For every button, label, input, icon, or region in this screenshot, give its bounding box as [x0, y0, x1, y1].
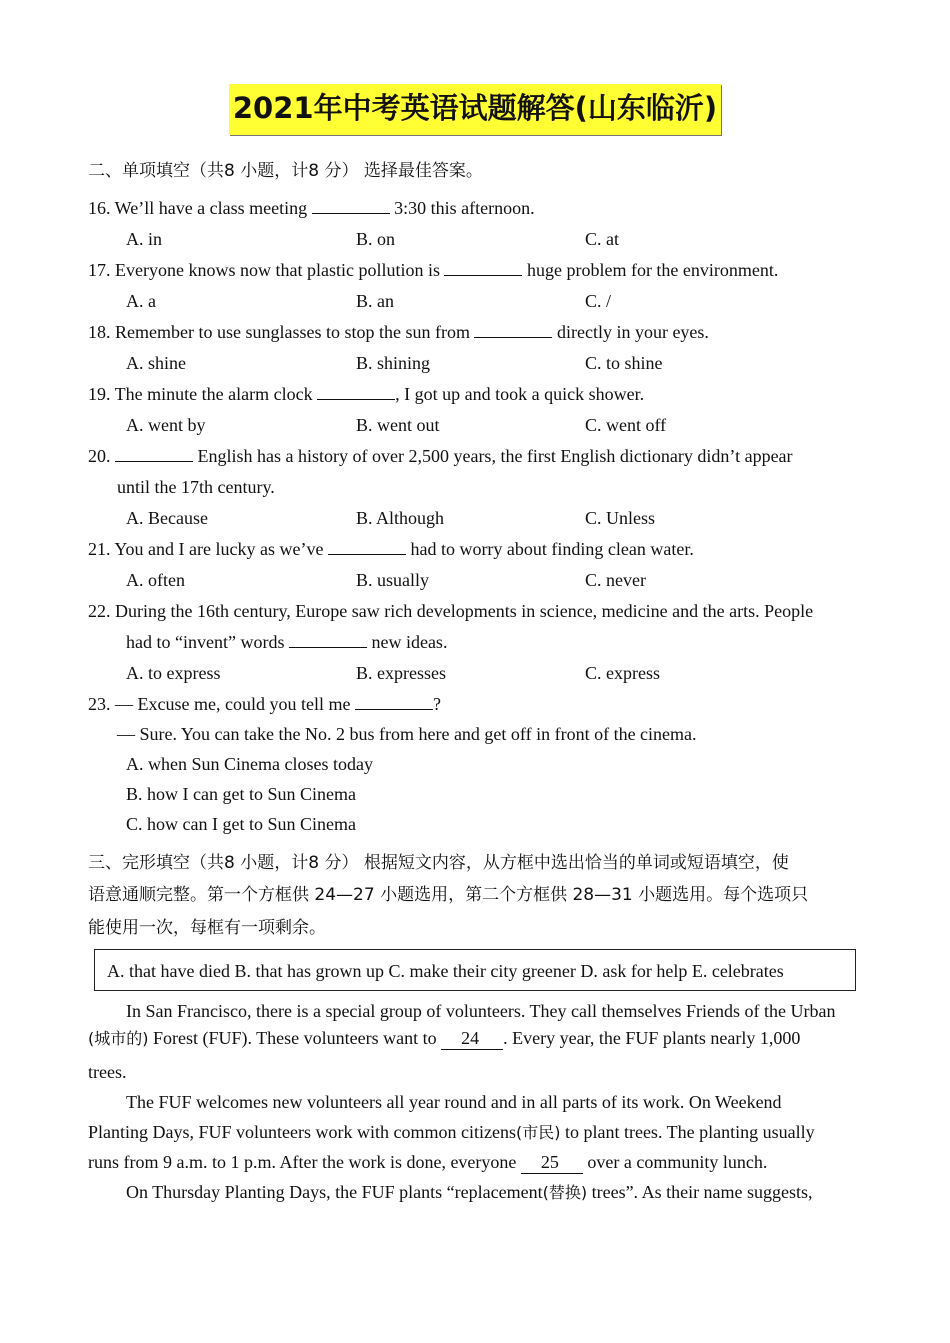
question-17 — [88, 259, 778, 281]
p2-gloss: (市民) — [515, 1123, 561, 1142]
q23-reply: — Sure. You can take the No. 2 bus from here and get off in front of the cinema. — [117, 724, 697, 744]
q21-stem: 21. You and I are lucky as we’ve — [88, 539, 324, 559]
question-21 — [88, 538, 694, 560]
q19-option-b: B. went out — [356, 415, 440, 435]
q23-option-a: A. when Sun Cinema closes today — [126, 754, 373, 774]
q18-option-b: B. shining — [356, 353, 431, 373]
q22-option-b: B. expresses — [356, 663, 446, 683]
q20-stem-line2: until the 17th century. — [117, 477, 275, 497]
q17-blank — [444, 259, 522, 276]
p2-line2-end: to plant trees. The planting usually — [564, 1122, 815, 1142]
q23-option-c: C. how can I get to Sun Cinema — [126, 814, 356, 834]
q18-stem: 18. Remember to use sunglasses to stop the sun from — [88, 322, 470, 342]
q22-stem: had to “invent” words — [126, 632, 285, 652]
q22-stem-line2 — [126, 631, 447, 653]
q20-option-c: C. Unless — [585, 508, 656, 528]
section3-header-line2: 语意通顺完整。第一个方框供 24—27 小题选用，第二个方框供 28—31 小题选用。每个选项只 — [88, 885, 809, 905]
q22-stem-end: new ideas. — [371, 632, 448, 652]
q18-option-a: A. shine — [126, 353, 186, 373]
page-title: 2021年中考英语试题解答(山东临沂) — [229, 84, 721, 135]
q19-stem-end: , I got up and took a quick shower. — [395, 384, 645, 404]
p2-line2-text: Planting Days, FUF volunteers work with common citizens — [88, 1122, 516, 1142]
q21-stem-end: had to worry about finding clean water. — [410, 539, 694, 559]
q18-stem-end: directly in your eyes. — [556, 322, 709, 342]
section3-header-line3: 能使用一次，每框有一项剩余。 — [88, 918, 326, 938]
q22-option-a: A. to express — [126, 663, 221, 683]
q19-option-c: C. went off — [585, 415, 667, 435]
p3-line1-text: On Thursday Planting Days, the FUF plants “replacement — [126, 1182, 543, 1202]
p3-gloss: (替换) — [542, 1183, 588, 1202]
q16-option-c: C. at — [585, 229, 619, 249]
blank-24: 24 — [441, 1027, 503, 1050]
q16-option-a: A. in — [126, 229, 162, 249]
q19-option-a: A. went by — [126, 415, 206, 435]
p1-gloss: (城市的) — [88, 1029, 149, 1048]
q16-blank — [312, 197, 390, 214]
section3-header-line1: 三、完形填空（共8 小题，计8 分） 根据短文内容，从方框中选出恰当的单词或短语填空，使 — [88, 853, 789, 873]
passage-p2-line1: The FUF welcomes new volunteers all year round and in all parts of its work. On Weekend — [126, 1092, 782, 1112]
q16-stem-end: 3:30 this afternoon. — [394, 198, 535, 218]
question-19 — [88, 383, 644, 405]
q17-stem-end: huge problem for the environment. — [526, 260, 779, 280]
passage-p1-line2 — [88, 1027, 800, 1050]
passage-p2-line3 — [88, 1151, 767, 1174]
passage-p3-line1 — [126, 1181, 813, 1204]
q20-blank — [115, 445, 193, 462]
passage-p2-line2 — [88, 1121, 815, 1144]
p3-line1-end: trees”. As their name suggests, — [591, 1182, 813, 1202]
word-box-options: A. that have died B. that has grown up C. make their city greener D. ask for help E. celebrates — [107, 961, 784, 981]
q17-stem: 17. Everyone knows now that plastic pollution is — [88, 260, 440, 280]
q21-blank — [328, 538, 406, 555]
passage-p1-line3: trees. — [88, 1062, 127, 1082]
q18-option-c: C. to shine — [585, 353, 663, 373]
q23-option-b: B. how I can get to Sun Cinema — [126, 784, 356, 804]
q17-option-c: C. / — [585, 291, 612, 311]
question-18 — [88, 321, 709, 343]
question-23 — [88, 693, 441, 715]
passage-p1-line1: In San Francisco, there is a special group of volunteers. They call themselves Friends of the Urban — [126, 1001, 836, 1021]
q17-option-a: A. a — [126, 291, 156, 311]
question-16 — [88, 197, 535, 219]
section2-header: 二、单项填空（共8 小题，计8 分） 选择最佳答案。 — [88, 161, 483, 181]
p2-line3-text: runs from 9 a.m. to 1 p.m. After the work is done, everyone — [88, 1152, 517, 1172]
q23-stem: 23. — Excuse me, could you tell me — [88, 694, 351, 714]
q22-option-c: C. express — [585, 663, 660, 683]
q20-number: 20. — [88, 446, 111, 466]
q18-blank — [474, 321, 552, 338]
p1-line2-text: Forest (FUF). These volunteers want to — [153, 1028, 437, 1048]
q22-blank — [289, 631, 367, 648]
q23-blank — [355, 693, 433, 710]
q17-option-b: B. an — [356, 291, 394, 311]
question-22: 22. During the 16th century, Europe saw rich developments in science, medicine and the arts. People — [88, 601, 814, 621]
q20-option-a: A. Because — [126, 508, 208, 528]
q20-option-b: B. Although — [356, 508, 445, 528]
blank-25: 25 — [521, 1151, 583, 1174]
q21-option-a: A. often — [126, 570, 185, 590]
p1-line2-end: . Every year, the FUF plants nearly 1,000 — [503, 1028, 801, 1048]
title-container — [0, 84, 950, 135]
q23-stem-end: ? — [432, 694, 441, 714]
question-20 — [88, 445, 793, 467]
word-box — [94, 949, 856, 991]
q20-stem: English has a history of over 2,500 years, the first English dictionary didn’t appear — [197, 446, 793, 466]
q19-blank — [317, 383, 395, 400]
p2-line3-end: over a community lunch. — [587, 1152, 768, 1172]
q16-option-b: B. on — [356, 229, 396, 249]
q21-option-b: B. usually — [356, 570, 430, 590]
q19-stem: 19. The minute the alarm clock — [88, 384, 313, 404]
q16-stem: 16. We’ll have a class meeting — [88, 198, 308, 218]
q21-option-c: C. never — [585, 570, 646, 590]
